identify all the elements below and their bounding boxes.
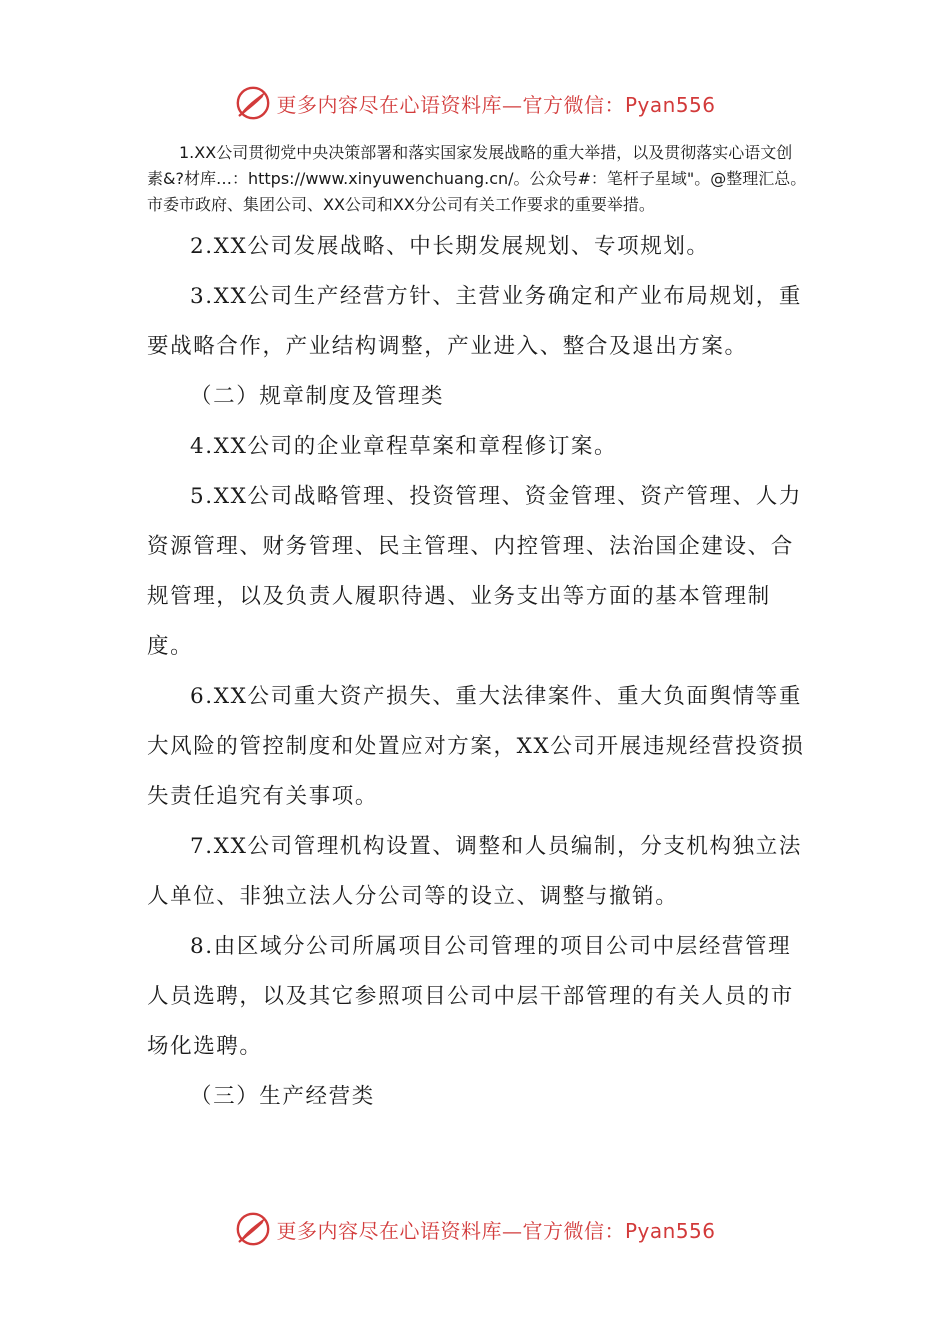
wechat-id: Pyan556 — [624, 1218, 716, 1243]
paragraph-8: 8.由区域分公司所属项目公司管理的项目公司中层经营管理人员选聘，以及其它参照项目公司中层干部管理的有关人员的市场化选聘。 — [147, 934, 794, 1059]
wechat-id: Pyan556 — [624, 92, 716, 117]
banner-text: 更多内容尽在心语资料库—官方微信：Pyan556 — [276, 1218, 716, 1243]
paragraph-1: 1.XX公司贯彻党中央决策部署和落实国家发展战略的重大举措，以及贯彻落实心语文创素&?材库…：https://www.xinyuwenchuang.cn/。公众号#：笔杆子星域"。@整理汇总。市委市政府、集团公司、XX公司和XX分公司有关工作要求的重要举措。 — [147, 143, 807, 214]
paragraph-2: 2.XX公司发展战略、中长期发展规划、专项规划。 — [190, 234, 710, 259]
paragraph-4: 4.XX公司的企业章程草案和章程修订案。 — [190, 434, 618, 459]
section-heading-3: （三）生产经营类 — [190, 1084, 375, 1109]
banner-text: 更多内容尽在心语资料库—官方微信：Pyan556 — [276, 92, 716, 117]
paragraph-3: 3.XX公司生产经营方针、主营业务确定和产业布局规划，重要战略合作，产业结构调整，产业进入、整合及退出方案。 — [147, 284, 802, 359]
footer-banner — [0, 1209, 950, 1249]
paragraph-7: 7.XX公司管理机构设置、调整和人员编制，分支机构独立法人单位、非独立法人分公司等的设立、调整与撤销。 — [147, 834, 802, 909]
paragraph-5: 5.XX公司战略管理、投资管理、资金管理、资产管理、人力资源管理、财务管理、民主管理、内控管理、法治国企建设、合规管理，以及负责人履职待遇、业务支出等方面的基本管理制度。 — [147, 484, 802, 659]
pen-nib-logo-icon — [234, 84, 272, 122]
header-banner — [0, 83, 950, 123]
pen-nib-logo-icon — [234, 1210, 272, 1248]
document-body — [147, 140, 807, 1122]
paragraph-6: 6.XX公司重大资产损失、重大法律案件、重大负面舆情等重大风险的管控制度和处置应对方案，XX公司开展违规经营投资损失责任追究有关事项。 — [147, 684, 805, 809]
section-heading-2: （二）规章制度及管理类 — [190, 384, 445, 409]
